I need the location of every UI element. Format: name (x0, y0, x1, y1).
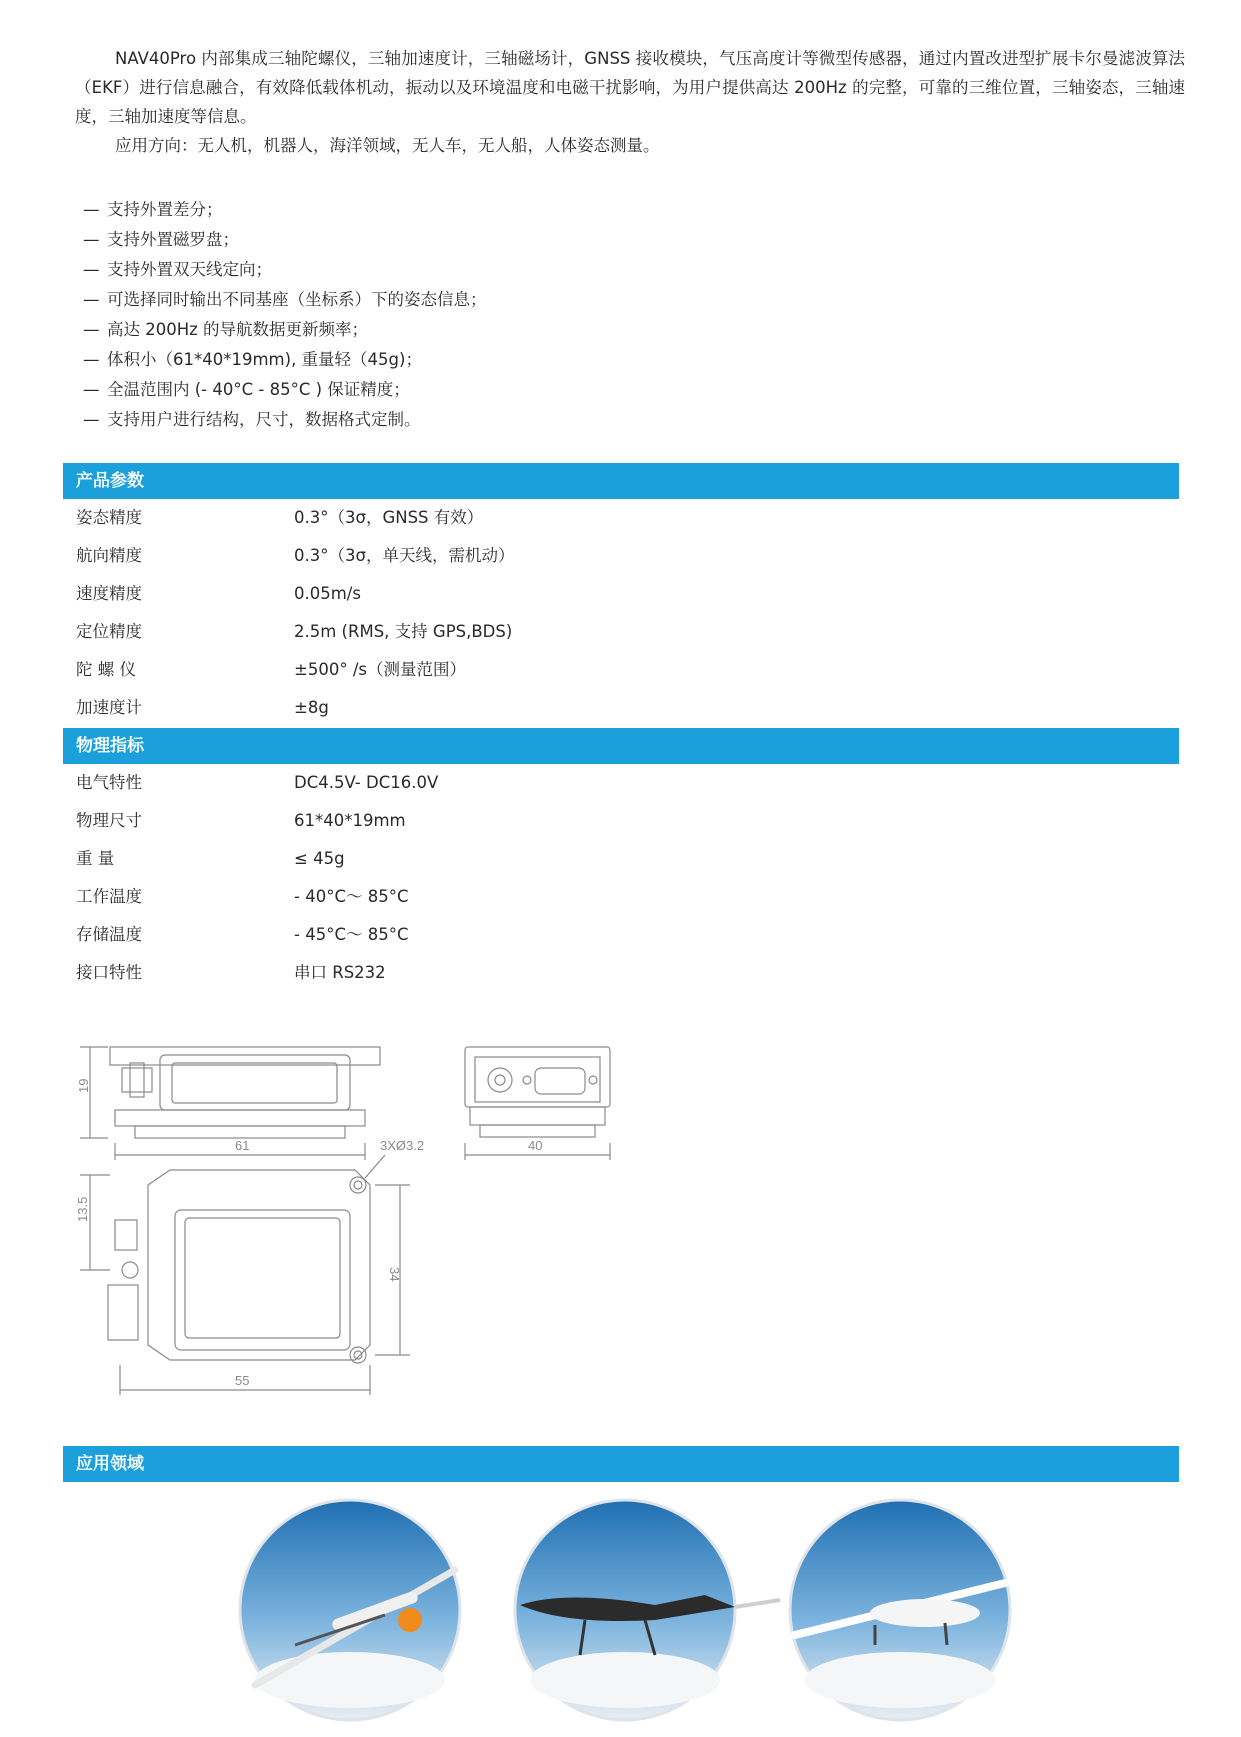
row-label: 接口特性 (76, 963, 142, 982)
list-dash: — (83, 200, 100, 219)
dim-offset-label: 13.5 (75, 1196, 90, 1222)
mechanical-drawings (75, 1035, 650, 1405)
list-item: — 支持用户进行结构，尺寸，数据格式定制。 (83, 405, 487, 435)
row-value: 串口 RS232 (294, 963, 386, 982)
list-item: — 支持外置磁罗盘； (83, 225, 487, 255)
list-dash: — (83, 230, 100, 249)
list-dash: — (83, 350, 100, 369)
row-label: 陀 螺 仪 (76, 660, 136, 679)
row-value: - 45°C～ 85°C (294, 925, 409, 944)
row-label: 姿态精度 (76, 508, 142, 527)
row-label: 物理尺寸 (76, 811, 142, 830)
row-label: 加速度计 (76, 698, 142, 717)
row-value: DC4.5V- DC16.0V (294, 773, 439, 792)
dim-holes-label: 3XØ3.2 (380, 1138, 425, 1153)
list-dash: — (83, 290, 100, 309)
row-label: 速度精度 (76, 584, 142, 603)
intro-paragraph-1: NAV40Pro 内部集成三轴陀螺仪，三轴加速度计，三轴磁场计，GNSS 接收模块，气压高度计等微型传感器，通过内置改进型扩展卡尔曼滤波算法（EKF）进行信息融合，有效降低载体机动，振动以及环境温度和电磁干扰影响，为用户提供高达 200Hz 的完整，可靠的三维位置，三轴姿态，三轴速度，三轴加速度等信息。 (75, 49, 1185, 126)
row-value: - 40°C～ 85°C (294, 887, 409, 906)
application-photos (235, 1495, 1015, 1725)
feature-list (83, 195, 487, 435)
section-header-applications: 应用领域 (63, 1446, 1179, 1482)
row-value: ±8g (294, 698, 329, 717)
list-item: — 体积小（61*40*19mm), 重量轻（45g)； (83, 345, 487, 375)
row-label: 航向精度 (76, 546, 142, 565)
list-item: — 支持外置差分； (83, 195, 487, 225)
list-dash: — (83, 320, 100, 339)
dim-width-label: 40 (528, 1138, 543, 1153)
row-value: ±500° /s（测量范围） (294, 660, 466, 679)
drone-photo-delta (515, 1500, 780, 1720)
drone-photo-longwing (790, 1500, 1010, 1720)
row-label: 重 量 (76, 849, 115, 868)
dim-base-label: 55 (235, 1373, 250, 1388)
list-item: — 高达 200Hz 的导航数据更新频率； (83, 315, 487, 345)
row-label: 存储温度 (76, 925, 142, 944)
row-value: ≤ 45g (294, 849, 345, 868)
row-value: 0.3°（3σ，单天线，需机动） (294, 546, 515, 565)
list-item: — 全温范围内 (- 40°C - 85°C ) 保证精度； (83, 375, 487, 405)
list-item: — 支持外置双天线定向； (83, 255, 487, 285)
side-view-drawing (80, 1047, 380, 1160)
row-value: 0.3°（3σ，GNSS 有效） (294, 508, 484, 527)
list-item: — 可选择同时输出不同基座（坐标系）下的姿态信息； (83, 285, 487, 315)
drone-photo-vtol (240, 1500, 460, 1720)
list-dash: — (83, 380, 100, 399)
dim-height-label: 19 (76, 1078, 91, 1093)
intro-paragraph-2: 应用方向：无人机，机器人，海洋领域，无人车，无人船，人体姿态测量。 (115, 136, 660, 155)
section-header-product-params: 产品参数 (63, 463, 1179, 499)
row-label: 工作温度 (76, 887, 142, 906)
row-label: 定位精度 (76, 622, 142, 641)
top-view-drawing (80, 1155, 410, 1395)
row-value: 61*40*19mm (294, 811, 406, 830)
row-label: 电气特性 (76, 773, 142, 792)
row-value: 2.5m (RMS, 支持 GPS,BDS) (294, 622, 513, 641)
intro-text (75, 44, 1185, 160)
section-header-physical: 物理指标 (63, 728, 1179, 764)
list-dash: — (83, 260, 100, 279)
dim-span-label: 34 (387, 1267, 402, 1282)
dim-length-label: 61 (235, 1138, 250, 1153)
list-dash: — (83, 410, 100, 429)
row-value: 0.05m/s (294, 584, 361, 603)
